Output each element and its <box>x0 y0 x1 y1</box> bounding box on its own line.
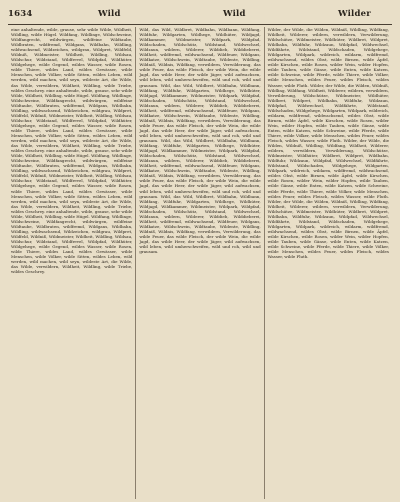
text-columns <box>8 27 392 499</box>
running-head-right: Wilder <box>338 9 371 19</box>
column-left <box>8 27 135 499</box>
column-text: eine anhaltende, wilde, grause, sehr wilde Wilde, Wildheit, Wildling, wilde Hügel. Wildfang, Wildlinge, Wildschweine, Wildfangrecht, wildwürgen, wildfeine Wildtaube, Wildbraten, wildfremd, Wildgans, Wildbahn, Wildling, wildwachsend, Wildzeichen, wildgrau, Wildpret, Wildfeld, Wildniß, Wildmeister, Wildheit, Wildling, Wildsau, Wildschur, Wildstand, Wildfrevel, Wildpfad, Wildhüter, Wildgehege, wilde Gegend, wildes Wasser, wilde Rosen, wilde Thiere, wildes Land, wildes Gewässer, wilde Menschen, wilde Völker, wilde Sitten, wildes Leben, wild werden, wild machen, wild seyn, wildeste Art, die Wilde, das Wilde, verwildern, Wildheit, Wildling, wilde Triebe, wildes Geschrey. eine anhaltende, wilde, grause, sehr wilde Wilde, Wildheit, Wildling, wilde Hügel. Wildfang, Wildlinge, Wildschweine, Wildfangrecht, wildwürgen, wildfeine Wildtaube, Wildbraten, wildfremd, Wildgans, Wildbahn, Wildling, wildwachsend, Wildzeichen, wildgrau, Wildpret, Wildfeld, Wildniß, Wildmeister, Wildheit, Wildling, Wildsau, Wildschur, Wildstand, Wildfrevel, Wildpfad, Wildhüter, Wildgehege, wilde Gegend, wildes Wasser, wilde Rosen, wilde Thiere, wildes Land, wildes Gewässer, wilde Menschen, wilde Völker, wilde Sitten, wildes Leben, wild werden, wild machen, wild seyn, wildeste Art, die Wilde, das Wilde, verwildern, Wildheit, Wildling, wilde Triebe, wildes Geschrey. eine anhaltende, wilde, grause, sehr wilde Wilde, Wildheit, Wildling, wilde Hügel. Wildfang, Wildlinge, Wildschweine, Wildfangrecht, wildwürgen, wildfeine Wildtaube, Wildbraten, wildfremd, Wildgans, Wildbahn, Wildling, wildwachsend, Wildzeichen, wildgrau, Wildpret, Wildfeld, Wildniß, Wildmeister, Wildheit, Wildling, Wildsau, Wildschur, Wildstand, Wildfrevel, Wildpfad, Wildhüter, Wildgehege, wilde Gegend, wildes Wasser, wilde Rosen, wilde Thiere, wildes Land, wildes Gewässer, wilde Menschen, wilde Völker, wilde Sitten, wildes Leben, wild werden, wild machen, wild seyn, wildeste Art, die Wilde, das Wilde, verwildern, Wildheit, Wildling, wilde Triebe, wildes Geschrey. eine anhaltende, wilde, grause, sehr wilde Wilde, Wildheit, Wildling, wilde Hügel. Wildfang, Wildlinge, Wildschweine, Wildfangrecht, wildwürgen, wildfeine Wildtaube, Wildbraten, wildfremd, Wildgans, Wildbahn, Wildling, wildwachsend, Wildzeichen, wildgrau, Wildpret, Wildfeld, Wildniß, Wildmeister, Wildheit, Wildling, Wildsau, Wildschur, Wildstand, Wildfrevel, Wildpfad, Wildhüter, Wildgehege, wilde Gegend, wildes Wasser, wilde Rosen, wilde Thiere, wildes Land, wildes Gewässer, wilde Menschen, wilde Völker, wilde Sitten, wildes Leben, wild werden, wild machen, wild seyn, wildeste Art, die Wilde, das Wilde, verwildern, Wildheit, Wildling, wilde Triebe, wildes Geschrey. <box>11 27 133 275</box>
column-right <box>264 27 392 499</box>
column-center <box>135 27 263 499</box>
running-head-center: Wild <box>223 9 246 19</box>
running-head-left: Wild <box>98 9 121 19</box>
page-number: 1634 <box>8 9 33 19</box>
page-header <box>8 7 392 25</box>
column-text: Wild, das Wild, Wildbret, Wildbahn, Wildbann, Wildfang, Wildfuhr, Wildgarten, Wildhege, Wildhüter, Wildjagd, Wildkammer, Wildmeister, Wildpark, Wildpfad, Wildschaden, Wildschütz, Wildstand, Wildwechsel, Wildzaun, wildern, Wilderer, Wilddieb, Wilddieberei, Wildheit, wildfremd, wildwachsend, Wildfeuer, Wildgans, Wildkatze, Wildschwein, Wildtaube, Wildente, Wildling, Wildniß, Wildnis, Wildfang, verwildern, Verwilderung, das wilde Feuer, das wilde Fleisch, der wilde Wein, die wilde Jagd, das wilde Heer, der wilde Jäger, wild aufwachsen, wild leben, wild umherschweifen, wild und roh, wild und grausam. Wild, das Wild, Wildbret, Wildbahn, Wildbann, Wildfang, Wildfuhr, Wildgarten, Wildhege, Wildhüter, Wildjagd, Wildkammer, Wildmeister, Wildpark, Wildpfad, Wildschaden, Wildschütz, Wildstand, Wildwechsel, Wildzaun, wildern, Wilderer, Wilddieb, Wilddieberei, Wildheit, wildfremd, wildwachsend, Wildfeuer, Wildgans, Wildkatze, Wildschwein, Wildtaube, Wildente, Wildling, Wildniß, Wildnis, Wildfang, verwildern, Verwilderung, das wilde Feuer, das wilde Fleisch, der wilde Wein, die wilde Jagd, das wilde Heer, der wilde Jäger, wild aufwachsen, wild leben, wild umherschweifen, wild und roh, wild und grausam. Wild, das Wild, Wildbret, Wildbahn, Wildbann, Wildfang, Wildfuhr, Wildgarten, Wildhege, Wildhüter, Wildjagd, Wildkammer, Wildmeister, Wildpark, Wildpfad, Wildschaden, Wildschütz, Wildstand, Wildwechsel, Wildzaun, wildern, Wilderer, Wilddieb, Wilddieberei, Wildheit, wildfremd, wildwachsend, Wildfeuer, Wildgans, Wildkatze, Wildschwein, Wildtaube, Wildente, Wildling, Wildniß, Wildnis, Wildfang, verwildern, Verwilderung, das wilde Feuer, das wilde Fleisch, der wilde Wein, die wilde Jagd, das wilde Heer, der wilde Jäger, wild aufwachsen, wild leben, wild umherschweifen, wild und roh, wild und grausam. Wild, das Wild, Wildbret, Wildbahn, Wildbann, Wildfang, Wildfuhr, Wildgarten, Wildhege, Wildhüter, Wildjagd, Wildkammer, Wildmeister, Wildpark, Wildpfad, Wildschaden, Wildschütz, Wildstand, Wildwechsel, Wildzaun, wildern, Wilderer, Wilddieb, Wilddieberei, Wildheit, wildfremd, wildwachsend, Wildfeuer, Wildgans, Wildkatze, Wildschwein, Wildtaube, Wildente, Wildling, Wildniß, Wildnis, Wildfang, verwildern, Verwilderung, das wilde Feuer, das wilde Fleisch, der wilde Wein, die wilde Jagd, das wilde Heer, der wilde Jäger, wild aufwachsen, wild leben, wild umherschweifen, wild und roh, wild und grausam. <box>139 27 261 255</box>
column-text: Wilder, der Wilde, die Wilden, Wildniß, Wildling, Wildfang, Wildheit, Wilderer, wildern, verwildern, Verwilderung, Wildschütze, Wildmeister, Wildhüter, Wildbret, Wildpret, Wildbahn, Wildfuhr, Wildzaun, Wildpfad, Wildwechsel, Wildfährte, Wildstand, Wildschaden, Wildgehege, Wildgarten, Wildpark, wildreich, wildarm, wildfremd, wildwachsend, wildes Obst, wilde Birnen, wilde Äpfel, wilde Kirschen, wilde Rosen, wilder Wein, wilder Hopfen, wilde Tauben, wilde Gänse, wilde Enten, wilde Katzen, wilde Schweine, wilde Pferde, wilde Thiere, wilde Völker, wilde Menschen, wildes Feuer, wildes Fleisch, wildes Wasser, wilde Fluth. Wilder, der Wilde, die Wilden, Wildniß, Wildling, Wildfang, Wildheit, Wilderer, wildern, verwildern, Verwilderung, Wildschütze, Wildmeister, Wildhüter, Wildbret, Wildpret, Wildbahn, Wildfuhr, Wildzaun, Wildpfad, Wildwechsel, Wildfährte, Wildstand, Wildschaden, Wildgehege, Wildgarten, Wildpark, wildreich, wildarm, wildfremd, wildwachsend, wildes Obst, wilde Birnen, wilde Äpfel, wilde Kirschen, wilde Rosen, wilder Wein, wilder Hopfen, wilde Tauben, wilde Gänse, wilde Enten, wilde Katzen, wilde Schweine, wilde Pferde, wilde Thiere, wilde Völker, wilde Menschen, wildes Feuer, wildes Fleisch, wildes Wasser, wilde Fluth. Wilder, der Wilde, die Wilden, Wildniß, Wildling, Wildfang, Wildheit, Wilderer, wildern, verwildern, Verwilderung, Wildschütze, Wildmeister, Wildhüter, Wildbret, Wildpret, Wildbahn, Wildfuhr, Wildzaun, Wildpfad, Wildwechsel, Wildfährte, Wildstand, Wildschaden, Wildgehege, Wildgarten, Wildpark, wildreich, wildarm, wildfremd, wildwachsend, wildes Obst, wilde Birnen, wilde Äpfel, wilde Kirschen, wilde Rosen, wilder Wein, wilder Hopfen, wilde Tauben, wilde Gänse, wilde Enten, wilde Katzen, wilde Schweine, wilde Pferde, wilde Thiere, wilde Völker, wilde Menschen, wildes Feuer, wildes Fleisch, wildes Wasser, wilde Fluth. Wilder, der Wilde, die Wilden, Wildniß, Wildling, Wildfang, Wildheit, Wilderer, wildern, verwildern, Verwilderung, Wildschütze, Wildmeister, Wildhüter, Wildbret, Wildpret, Wildbahn, Wildfuhr, Wildzaun, Wildpfad, Wildwechsel, Wildfährte, Wildstand, Wildschaden, Wildgehege, Wildgarten, Wildpark, wildreich, wildarm, wildfremd, wildwachsend, wildes Obst, wilde Birnen, wilde Äpfel, wilde Kirschen, wilde Rosen, wilder Wein, wilder Hopfen, wilde Tauben, wilde Gänse, wilde Enten, wilde Katzen, wilde Schweine, wilde Pferde, wilde Thiere, wilde Völker, wilde Menschen, wildes Feuer, wildes Fleisch, wildes Wasser, wilde Fluth. <box>267 27 389 260</box>
